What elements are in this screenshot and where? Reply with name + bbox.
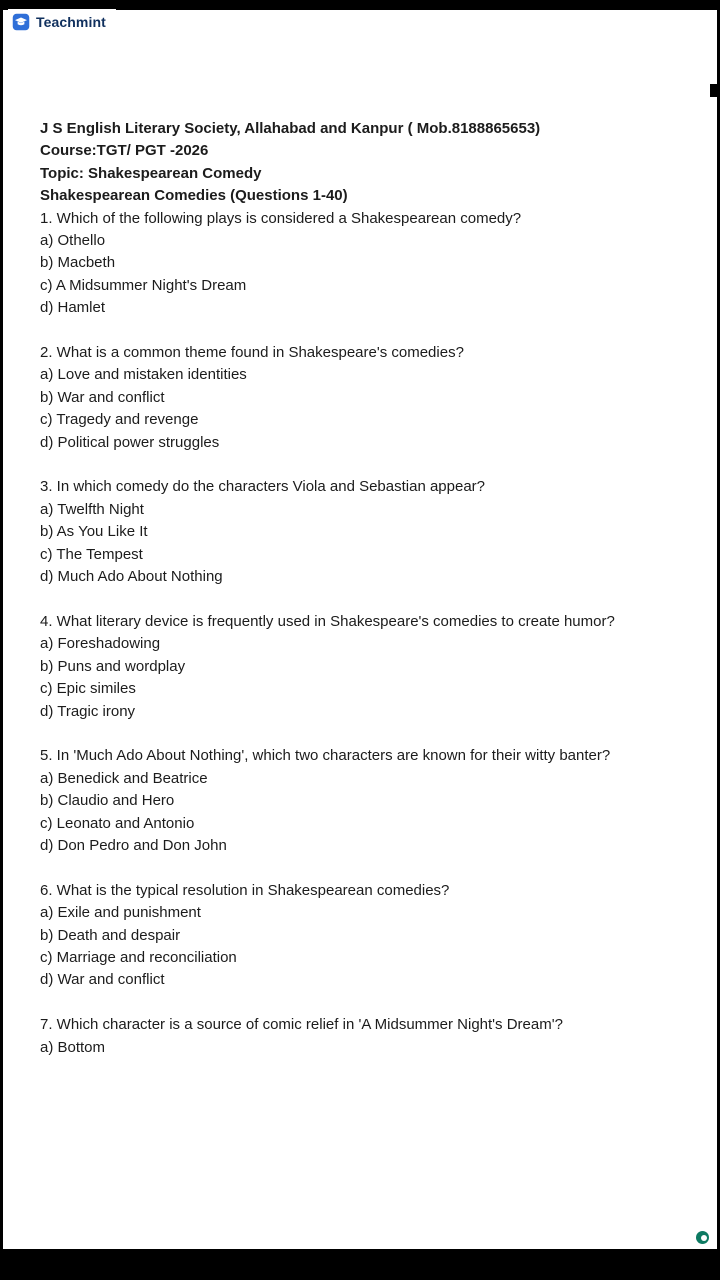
question-option: a) Love and mistaken identities bbox=[40, 366, 247, 384]
question-list bbox=[40, 208, 680, 1059]
question-option: a) Bottom bbox=[40, 1038, 106, 1056]
question-option: d) Political power struggles bbox=[40, 433, 220, 451]
question-text: 1. Which of the following plays is considered a Shakespearean comedy? bbox=[40, 209, 522, 227]
question-option: c) A Midsummer Night's Dream bbox=[40, 276, 247, 294]
question-option: b) War and conflict bbox=[40, 388, 165, 406]
question-option: a) Othello bbox=[40, 232, 106, 250]
question-option: b) Puns and wordplay bbox=[40, 657, 186, 675]
header-line: J S English Literary Society, Allahabad and Kanpur ( Mob.8188865653) bbox=[40, 120, 541, 137]
document-page bbox=[40, 118, 680, 1081]
question-text: 3. In which comedy do the characters Viola and Sebastian appear? bbox=[40, 478, 486, 496]
question-option: d) Hamlet bbox=[40, 299, 106, 317]
question-option: c) The Tempest bbox=[40, 545, 143, 563]
section-title: Shakespearean Comedies (Questions 1-40) bbox=[40, 187, 348, 205]
header-line: Topic: Shakespearean Comedy bbox=[40, 164, 262, 182]
question-option: a) Foreshadowing bbox=[40, 635, 161, 653]
question-text: 4. What literary device is frequently used in Shakespeare's comedies to create humor? bbox=[40, 612, 615, 630]
question-option: a) Exile and punishment bbox=[40, 904, 201, 922]
document-header bbox=[40, 118, 680, 185]
question-option: a) Benedick and Beatrice bbox=[40, 769, 208, 787]
question-option: d) Tragic irony bbox=[40, 702, 136, 720]
question-option: d) Don Pedro and Don John bbox=[40, 836, 227, 854]
question-block bbox=[40, 476, 680, 588]
question-option: c) Epic similes bbox=[40, 680, 136, 698]
question-text: 5. In 'Much Ado About Nothing', which two characters are known for their witty banter? bbox=[40, 747, 611, 765]
question-option: c) Marriage and reconciliation bbox=[40, 948, 237, 966]
question-option: a) Twelfth Night bbox=[40, 500, 144, 518]
left-black-edge bbox=[0, 0, 3, 1280]
question-text: 6. What is the typical resolution in Shakespearean comedies? bbox=[40, 881, 450, 899]
question-option: c) Tragedy and revenge bbox=[40, 411, 199, 429]
question-option: b) Death and despair bbox=[40, 926, 181, 944]
question-option: b) As You Like It bbox=[40, 523, 148, 541]
brand-name: Teachmint bbox=[36, 13, 106, 30]
question-block bbox=[40, 880, 680, 992]
question-block bbox=[40, 342, 680, 454]
question-option: b) Claudio and Hero bbox=[40, 792, 175, 810]
right-edge-marker bbox=[710, 84, 720, 97]
teachmint-logo-icon bbox=[12, 13, 30, 31]
question-block bbox=[40, 611, 680, 723]
question-option: c) Leonato and Antonio bbox=[40, 814, 195, 832]
question-block bbox=[40, 1014, 680, 1059]
question-option: d) Much Ado About Nothing bbox=[40, 568, 223, 586]
bottom-black-bar bbox=[0, 1249, 720, 1280]
question-block bbox=[40, 208, 680, 320]
teachmint-brand-chip[interactable] bbox=[8, 9, 116, 34]
question-option: b) Macbeth bbox=[40, 254, 116, 272]
question-text: 2. What is a common theme found in Shakespeare's comedies? bbox=[40, 344, 464, 362]
question-block bbox=[40, 745, 680, 857]
record-indicator-icon bbox=[696, 1231, 709, 1244]
question-text: 7. Which character is a source of comic relief in 'A Midsummer Night's Dream'? bbox=[40, 1016, 563, 1034]
question-option: d) War and conflict bbox=[40, 971, 165, 989]
header-line: Course:TGT/ PGT -2026 bbox=[40, 142, 209, 160]
